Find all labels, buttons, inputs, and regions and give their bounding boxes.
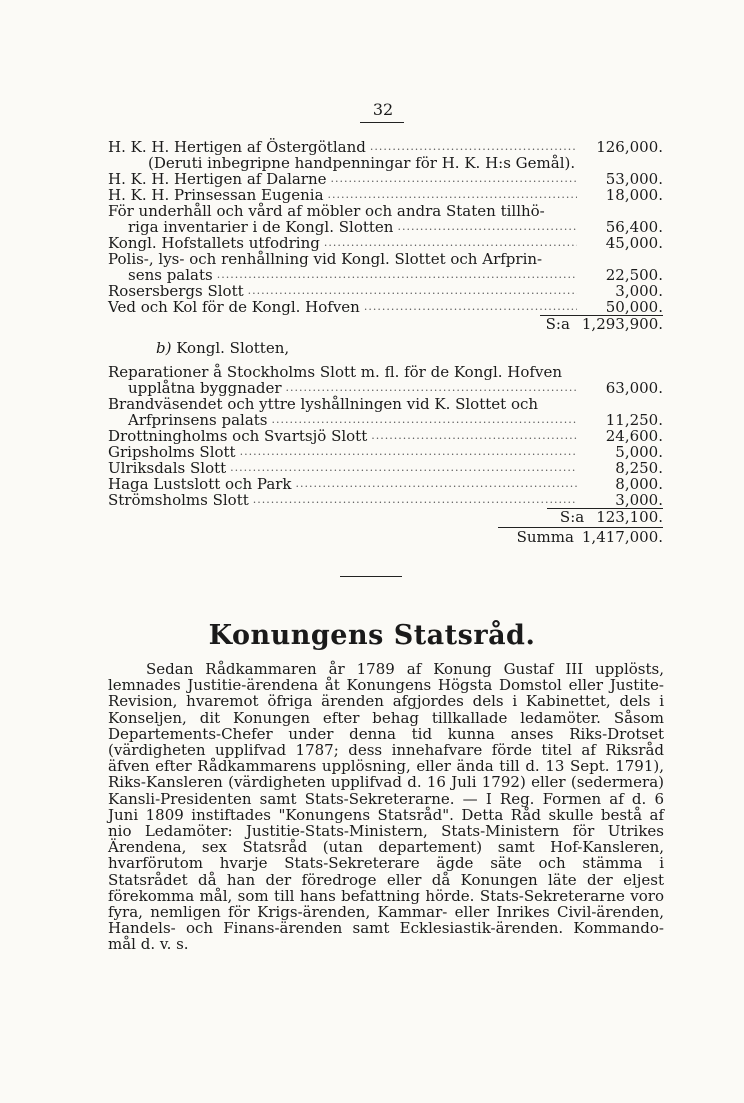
section-b (108, 364, 663, 545)
subtotal-label: S:a (545, 315, 570, 333)
section-a (108, 139, 663, 332)
ledger-amount: 45,000. (605, 234, 663, 252)
leader-dots (371, 428, 577, 444)
leader-dots (370, 139, 577, 155)
ledger-row (108, 364, 663, 380)
leader-dots (397, 219, 577, 235)
ledger-amount: 8,250. (615, 459, 663, 477)
ledger-amount: 18,000. (605, 186, 663, 204)
ledger-row (108, 412, 663, 428)
ledger-row (108, 460, 663, 476)
ledger-label: Gripsholms Slott (108, 443, 236, 461)
ledger-row (108, 396, 663, 412)
section-title: Konungens Statsråd. (208, 620, 536, 651)
section-divider (340, 576, 402, 577)
ledger-row (108, 219, 663, 235)
page-number: 32 (372, 100, 394, 119)
ledger-label: H. K. H. Prinsessan Eugenia (108, 186, 324, 204)
ledger-label: Brandväsendet och yttre lyshållningen vid K. Slottet och (108, 395, 539, 413)
ledger-label: Polis-, lys- och renhållning vid Kongl. Slottet och Arfprin- (108, 250, 543, 268)
ledger-row (108, 380, 663, 396)
ledger-row (108, 476, 663, 492)
ledger-row (108, 139, 663, 155)
grand-total-value: 1,417,000. (581, 528, 663, 546)
ledger-amount: 22,500. (605, 266, 663, 284)
section-b-heading (108, 340, 663, 356)
ledger-label: Haga Lustslott och Park (108, 475, 292, 493)
ledger-amount: 8,000. (615, 475, 663, 493)
leader-dots (328, 187, 577, 203)
ledger-label: Reparationer å Stockholms Slott m. fl. för de Kongl. Hofven (108, 363, 562, 381)
ledger-label: Arfprinsens palats (128, 411, 268, 429)
ledger-row (108, 251, 663, 267)
section-b-title: Kongl. Slotten, (176, 339, 290, 357)
ledger-label: sens palats (128, 266, 213, 284)
ledger-amount: 3,000. (615, 282, 663, 300)
grand-total (108, 529, 663, 545)
leader-dots (324, 235, 577, 251)
ledger-row (108, 203, 663, 219)
ledger (108, 139, 663, 545)
body-paragraph: Sedan Rådkammaren år 1789 af Konung Gustaf III upplösts, lemnades Justitie-ärendena åt Konungens Högsta Domstol eller Justite-Revision, hvaremot öfriga ärenden afgjordes dels i Kabinettet, dels i Konseljen, dit Konungen efter behag tillkallade ledamöter. Såsom Departements-Chefer under denna tid kunna anses Riks-Drotset (värdigheten upplifvad 1787; dess innehafvare förde titel af Riksråd äfven efter Rådkammarens upplösning, eller ända till d. 13 Sept. 1791), Riks-Kansleren (värdigheten upplifvad d. 16 Juli 1792) eller (sedermera) Kansli-Presidenten samt Stats-Sekreterarne. — I Reg. Formen af d. 6 Juni 1809 instiftades "Konungens Statsråd". Detta Råd skulle bestå af nio Ledamöter: Justitie-Stats-Ministern, Stats-Ministern för Utrikes Ärendena, sex Statsråd (utan departement) samt Hof-Kansleren, hvarförutom hvarje Stats-Sekreterare ägde säte och stämma i Statsrådet då han der föredroge eller då Konungen läte der eljest förekomma mål, som till hans befattning hörde. Stats-Sekreterarne voro fyra, nemligen för Krigs-ärenden, Kammar- eller Inrikes Civil-ärenden, Handels- och Finans-ärenden samt Ecklesiastik-ärenden. Kommando-mål d. v. s. (108, 660, 664, 954)
leader-dots (230, 460, 577, 476)
leader-dots (217, 267, 577, 283)
ledger-row (108, 171, 663, 187)
ledger-label: Strömsholms Slott (108, 491, 249, 509)
ledger-amount: 11,250. (605, 411, 663, 429)
ledger-amount: 50,000. (605, 298, 663, 316)
subtotal-b (108, 508, 663, 525)
ledger-label: (Deruti inbegripne handpenningar för H. K. H:s Gemål). (148, 154, 576, 172)
ledger-label: upplåtna byggnader (128, 379, 282, 397)
leader-dots (240, 444, 577, 460)
ledger-label: H. K. H. Hertigen af Dalarne (108, 170, 327, 188)
leader-dots (253, 492, 577, 508)
section-b-marker: b) (156, 339, 172, 357)
ledger-row (108, 428, 663, 444)
ledger-amount: 5,000. (615, 443, 663, 461)
ledger-label: Ulriksdals Slott (108, 459, 227, 477)
ledger-label: Kongl. Hofstallets utfodring (108, 234, 320, 252)
ledger-row (108, 492, 663, 508)
ledger-row (108, 235, 663, 251)
leader-dots (272, 412, 578, 428)
ledger-amount: 63,000. (605, 379, 663, 397)
ledger-label: Drottningholms och Svartsjö Slott (108, 427, 368, 445)
ledger-row (108, 283, 663, 299)
page-number-rule (360, 122, 404, 123)
ledger-label: riga inventarier i de Kongl. Slotten (128, 218, 394, 236)
grand-total-label: Summa (516, 528, 574, 546)
ledger-label: Rosersbergs Slott (108, 282, 244, 300)
leader-dots (296, 476, 577, 492)
ledger-label: H. K. H. Hertigen af Östergötland (108, 138, 366, 156)
leader-dots (331, 171, 577, 187)
subtotal-a (108, 315, 663, 332)
ledger-label: För underhåll och vård af möbler och andra Staten tillhö- (108, 202, 545, 220)
leader-dots (248, 283, 577, 299)
ledger-label: Ved och Kol för de Kongl. Hofven (108, 298, 360, 316)
subtotal-label: S:a (559, 508, 585, 526)
leader-dots (286, 380, 577, 396)
ledger-row (108, 444, 663, 460)
ledger-amount: 24,600. (605, 427, 663, 445)
ledger-row (108, 155, 663, 171)
ledger-amount: 3,000. (615, 491, 663, 509)
ledger-amount: 126,000. (596, 138, 663, 156)
ledger-row (108, 267, 663, 283)
subtotal-value: 123,100. (596, 508, 663, 526)
ledger-amount: 56,400. (605, 218, 663, 236)
subtotal-value: 1,293,900. (581, 315, 663, 333)
ledger-row (108, 187, 663, 203)
ledger-amount: 53,000. (605, 170, 663, 188)
leader-dots (364, 299, 577, 315)
ledger-row (108, 299, 663, 315)
